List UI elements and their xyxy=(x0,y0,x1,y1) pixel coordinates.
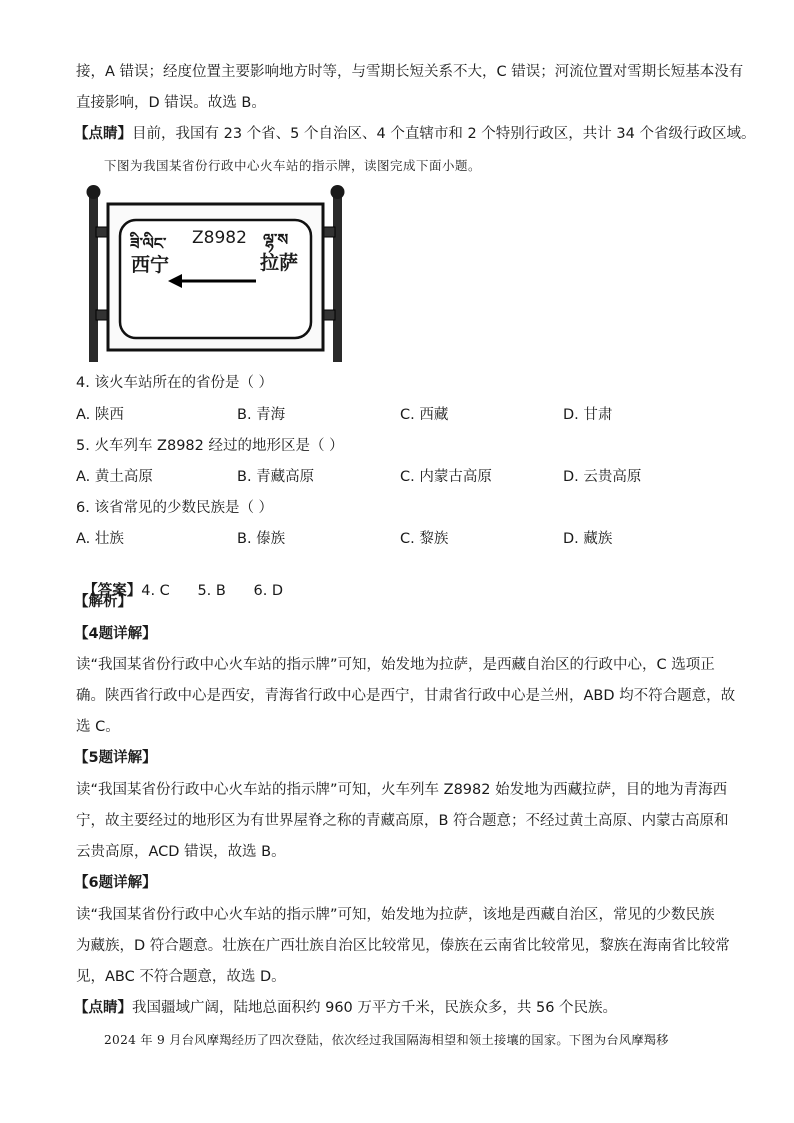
detail-tag: 【5题详解】 xyxy=(74,750,157,766)
text-line: 云贵高原，ACD 错误，故选 B。 xyxy=(76,844,286,860)
tip-tag: 【点睛】 xyxy=(74,126,132,142)
question-stem: 6. 该省常见的少数民族是（ ） xyxy=(76,500,274,516)
next-figure-intro: 2024 年 9 月台风摩羯经历了四次登陆，依次经过我国隔海相望和领土接壤的国家。下图为台风摩羯移 xyxy=(104,1033,669,1047)
option-a: A. 黄土高原 xyxy=(76,469,153,485)
sign-left-tibetan: ཟི་ལིང་ xyxy=(130,234,167,253)
tip-tag: 【点睛】 xyxy=(74,1000,132,1016)
text-line: 宁，故主要经过的地形区为有世界屋脊之称的青藏高原，B 符合题意；不经过黄土高原、内蒙古高原和 xyxy=(76,813,729,829)
detail-tag: 【4题详解】 xyxy=(74,626,157,642)
option-d: D. 藏族 xyxy=(563,531,613,547)
option-c: C. 内蒙古高原 xyxy=(400,469,492,485)
text-line: 读“我国某省份行政中心火车站的指示牌”可知，始发地为拉萨，该地是西藏自治区，常见的少数民族 xyxy=(76,907,715,923)
option-a: A. 陕西 xyxy=(76,407,124,423)
tip-text: 目前，我国有 23 个省、5 个自治区、4 个直辖市和 2 个特别行政区，共计 34 个省级行政区域。 xyxy=(132,126,756,142)
sign-train-number: Z8982 xyxy=(192,228,247,248)
text-line: 为藏族，D 符合题意。壮族在广西壮族自治区比较常见，傣族在云南省比较常见，黎族在海南省比较常 xyxy=(76,938,730,954)
tip-paragraph xyxy=(74,124,755,144)
option-d: D. 云贵高原 xyxy=(563,469,642,485)
option-c: C. 西藏 xyxy=(400,407,449,423)
question-stem: 4. 该火车站所在的省份是（ ） xyxy=(76,375,274,391)
sign-left-city: 西宁 xyxy=(131,254,170,276)
text-line: 见，ABC 不符合题意，故选 D。 xyxy=(76,969,286,985)
station-sign-figure xyxy=(78,182,368,364)
option-c: C. 黎族 xyxy=(400,531,449,547)
tip-paragraph xyxy=(74,998,617,1018)
sign-right-tibetan: ལྷ་ས xyxy=(263,230,289,249)
answer-text: 4. C 5. B 6. D xyxy=(141,583,284,599)
text-line: 确。陕西省行政中心是西安，青海省行政中心是西宁，甘肃省行政中心是兰州，ABD 均不符合题意，故 xyxy=(76,688,736,704)
answer-tag: 【答案】 xyxy=(83,583,142,599)
option-b: B. 傣族 xyxy=(237,531,286,547)
option-b: B. 青海 xyxy=(237,407,286,423)
option-a: A. 壮族 xyxy=(76,531,124,547)
question-stem: 5. 火车列车 Z8982 经过的地形区是（ ） xyxy=(76,438,344,454)
text-line: 选 C。 xyxy=(76,719,120,735)
analysis-tag: 【解析】 xyxy=(74,594,132,610)
tip-text: 我国疆域广阔，陆地总面积约 960 万平方千米，民族众多，共 56 个民族。 xyxy=(132,1000,618,1016)
text-line: 直接影响，D 错误。故选 B。 xyxy=(76,95,266,111)
figure-intro: 下图为我国某省份行政中心火车站的指示牌，读图完成下面小题。 xyxy=(104,158,482,173)
text-line: 读“我国某省份行政中心火车站的指示牌”可知，火车列车 Z8982 始发地为西藏拉萨，目的地为青海西 xyxy=(76,782,728,798)
sign-right-city: 拉萨 xyxy=(260,252,299,274)
detail-tag: 【6题详解】 xyxy=(74,875,157,891)
option-d: D. 甘肃 xyxy=(563,407,613,423)
text-line: 接，A 错误；经度位置主要影响地方时等，与雪期长短关系不大，C 错误；河流位置对雪期长短基本没有 xyxy=(76,64,744,80)
text-line: 读“我国某省份行政中心火车站的指示牌”可知，始发地为拉萨，是西藏自治区的行政中心，C 选项正 xyxy=(76,657,715,673)
option-b: B. 青藏高原 xyxy=(237,469,315,485)
